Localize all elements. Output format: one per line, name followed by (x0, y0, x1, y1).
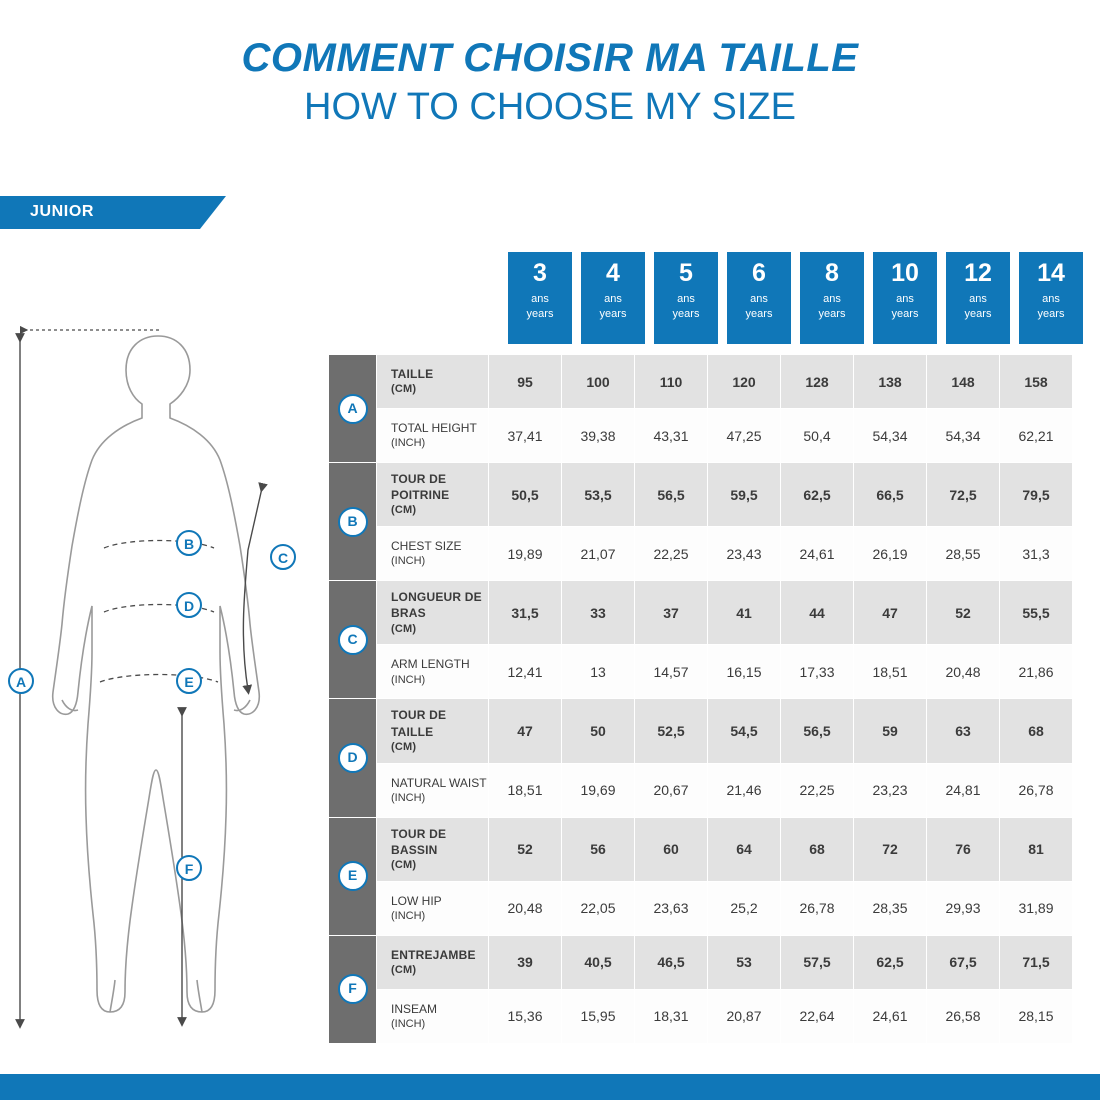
cell-value: 28,35 (854, 881, 927, 935)
cell-value: 20,48 (489, 881, 562, 935)
cell-value: 57,5 (781, 935, 854, 989)
cell-value: 13 (562, 645, 635, 699)
footer-bar (0, 1074, 1100, 1100)
table-row (329, 935, 1073, 989)
table-row (329, 817, 1073, 881)
age-unit-fr: ans (969, 293, 987, 306)
cell-value: 19,89 (489, 527, 562, 581)
cell-value: 31,3 (1000, 527, 1073, 581)
row-label-cm (377, 699, 489, 763)
cell-value: 46,5 (635, 935, 708, 989)
table-row (329, 355, 1073, 409)
row-label-fr: TOUR DE BASSIN (391, 826, 447, 857)
row-unit-inch: (INCH) (391, 555, 426, 568)
cell-value: 22,64 (781, 989, 854, 1043)
cell-value: 44 (781, 581, 854, 645)
cell-value: 33 (562, 581, 635, 645)
cell-value: 54,34 (927, 409, 1000, 463)
cell-value: 23,23 (854, 763, 927, 817)
table-row (329, 699, 1073, 763)
cell-value: 158 (1000, 355, 1073, 409)
age-number: 12 (964, 259, 992, 287)
body-diagram (0, 300, 330, 1040)
cell-value: 29,93 (927, 881, 1000, 935)
cell-value: 79,5 (1000, 463, 1073, 527)
cell-value: 120 (708, 355, 781, 409)
row-unit-cm: (CM) (391, 383, 417, 396)
row-label-cm (377, 817, 489, 881)
cell-value: 43,31 (635, 409, 708, 463)
age-unit-en: years (526, 308, 554, 321)
row-label-fr: TAILLE (391, 366, 434, 381)
cell-value: 18,51 (489, 763, 562, 817)
cell-value: 95 (489, 355, 562, 409)
table-row (329, 763, 1073, 817)
age-number: 10 (891, 259, 919, 287)
cell-value: 20,67 (635, 763, 708, 817)
junior-banner-label: JUNIOR (30, 203, 95, 220)
cell-value: 26,19 (854, 527, 927, 581)
measurement-letter-cell (329, 817, 377, 935)
row-label-en: LOW HIP (391, 893, 442, 908)
table-row (329, 409, 1073, 463)
measure-line-a (20, 330, 160, 1024)
figure-badge-b: B (176, 530, 202, 556)
age-column-header (1019, 252, 1083, 344)
row-unit-inch: (INCH) (391, 673, 426, 686)
age-number: 14 (1037, 259, 1065, 287)
letter-badge: F (338, 974, 368, 1004)
cell-value: 50 (562, 699, 635, 763)
table-row (329, 881, 1073, 935)
cell-value: 39,38 (562, 409, 635, 463)
cell-value: 54,5 (708, 699, 781, 763)
row-label-en: INSEAM (391, 1001, 438, 1016)
cell-value: 23,63 (635, 881, 708, 935)
table-row (329, 527, 1073, 581)
row-label-cm (377, 463, 489, 527)
cell-value: 128 (781, 355, 854, 409)
cell-value: 22,05 (562, 881, 635, 935)
cell-value: 52 (927, 581, 1000, 645)
cell-value: 17,33 (781, 645, 854, 699)
cell-value: 52 (489, 817, 562, 881)
cell-value: 71,5 (1000, 935, 1073, 989)
cell-value: 18,51 (854, 645, 927, 699)
cell-value: 68 (1000, 699, 1073, 763)
cell-value: 76 (927, 817, 1000, 881)
title-english: HOW TO CHOOSE MY SIZE (304, 86, 796, 128)
cell-value: 21,86 (1000, 645, 1073, 699)
row-unit-cm: (CM) (391, 622, 417, 635)
letter-badge: A (338, 394, 368, 424)
cell-value: 56,5 (635, 463, 708, 527)
cell-value: 21,07 (562, 527, 635, 581)
cell-value: 62,21 (1000, 409, 1073, 463)
cell-value: 16,15 (708, 645, 781, 699)
letter-badge: B (338, 507, 368, 537)
figure-badge-e: E (176, 668, 202, 694)
row-unit-inch: (INCH) (391, 791, 426, 804)
row-unit-cm: (CM) (391, 964, 417, 977)
row-label-en: CHEST SIZE (391, 539, 462, 554)
cell-value: 62,5 (781, 463, 854, 527)
cell-value: 62,5 (854, 935, 927, 989)
cell-value: 52,5 (635, 699, 708, 763)
age-column-header (508, 252, 572, 344)
measurement-letter-cell (329, 581, 377, 699)
body-figure-svg (0, 300, 330, 1040)
cell-value: 26,78 (1000, 763, 1073, 817)
age-number: 4 (606, 259, 620, 287)
cell-value: 67,5 (927, 935, 1000, 989)
cell-value: 110 (635, 355, 708, 409)
cell-value: 28,55 (927, 527, 1000, 581)
title-french: COMMENT CHOISIR MA TAILLE (241, 36, 859, 80)
row-label-fr: ENTREJAMBE (391, 947, 476, 962)
age-unit-fr: ans (531, 293, 549, 306)
cell-value: 23,43 (708, 527, 781, 581)
figure-badge-d: D (176, 592, 202, 618)
age-unit-en: years (818, 308, 846, 321)
cell-value: 59 (854, 699, 927, 763)
age-number: 3 (533, 259, 547, 287)
cell-value: 40,5 (562, 935, 635, 989)
table-row (329, 989, 1073, 1043)
cell-value: 18,31 (635, 989, 708, 1043)
cell-value: 24,61 (781, 527, 854, 581)
row-label-cm (377, 935, 489, 989)
age-unit-fr: ans (604, 293, 622, 306)
cell-value: 50,4 (781, 409, 854, 463)
age-unit-en: years (891, 308, 919, 321)
age-unit-fr: ans (1042, 293, 1060, 306)
measurement-letter-cell (329, 355, 377, 463)
row-label-fr: TOUR DE POITRINE (391, 472, 450, 503)
age-unit-en: years (599, 308, 627, 321)
age-number: 8 (825, 259, 839, 287)
cell-value: 31,5 (489, 581, 562, 645)
age-unit-fr: ans (677, 293, 695, 306)
row-unit-inch: (INCH) (391, 1018, 426, 1031)
cell-value: 53 (708, 935, 781, 989)
cell-value: 47 (854, 581, 927, 645)
cell-value: 28,15 (1000, 989, 1073, 1043)
row-label-cm (377, 355, 489, 409)
cell-value: 21,46 (708, 763, 781, 817)
cell-value: 53,5 (562, 463, 635, 527)
cell-value: 19,69 (562, 763, 635, 817)
table-row (329, 581, 1073, 645)
row-unit-cm: (CM) (391, 859, 417, 872)
cell-value: 39 (489, 935, 562, 989)
row-label-inch (377, 645, 489, 699)
cell-value: 54,34 (854, 409, 927, 463)
cell-value: 47 (489, 699, 562, 763)
row-label-inch (377, 409, 489, 463)
row-label-en: NATURAL WAIST (391, 775, 487, 790)
figure-badge-a: A (8, 668, 34, 694)
figure-badge-c: C (270, 544, 296, 570)
size-table (328, 354, 1073, 1044)
cell-value: 26,58 (927, 989, 1000, 1043)
cell-value: 100 (562, 355, 635, 409)
cell-value: 72,5 (927, 463, 1000, 527)
cell-value: 63 (927, 699, 1000, 763)
age-number: 6 (752, 259, 766, 287)
measurement-letter-cell (329, 463, 377, 581)
cell-value: 14,57 (635, 645, 708, 699)
row-unit-cm: (CM) (391, 504, 417, 517)
cell-value: 41 (708, 581, 781, 645)
cell-value: 56 (562, 817, 635, 881)
cell-value: 47,25 (708, 409, 781, 463)
row-unit-inch: (INCH) (391, 910, 426, 923)
measurement-letter-cell (329, 935, 377, 1043)
letter-badge: D (338, 743, 368, 773)
age-unit-fr: ans (750, 293, 768, 306)
age-column-header (581, 252, 645, 344)
age-unit-en: years (745, 308, 773, 321)
cell-value: 60 (635, 817, 708, 881)
age-unit-en: years (1037, 308, 1065, 321)
row-label-inch (377, 989, 489, 1043)
row-label-cm (377, 581, 489, 645)
age-column-header (946, 252, 1010, 344)
cell-value: 20,48 (927, 645, 1000, 699)
cell-value: 31,89 (1000, 881, 1073, 935)
row-label-fr: TOUR DE TAILLE (391, 708, 447, 739)
row-label-inch (377, 763, 489, 817)
cell-value: 72 (854, 817, 927, 881)
cell-value: 22,25 (635, 527, 708, 581)
cell-value: 81 (1000, 817, 1073, 881)
cell-value: 15,95 (562, 989, 635, 1043)
measurement-letter-cell (329, 699, 377, 817)
cell-value: 148 (927, 355, 1000, 409)
cell-value: 68 (781, 817, 854, 881)
letter-badge: C (338, 625, 368, 655)
cell-value: 56,5 (781, 699, 854, 763)
cell-value: 59,5 (708, 463, 781, 527)
age-column-header (800, 252, 864, 344)
figure-badge-f: F (176, 855, 202, 881)
age-unit-fr: ans (896, 293, 914, 306)
cell-value: 64 (708, 817, 781, 881)
cell-value: 37 (635, 581, 708, 645)
table-row (329, 463, 1073, 527)
age-unit-en: years (672, 308, 700, 321)
row-unit-cm: (CM) (391, 740, 417, 753)
table-row (329, 645, 1073, 699)
age-number: 5 (679, 259, 693, 287)
cell-value: 20,87 (708, 989, 781, 1043)
row-label-fr: LONGUEUR DE BRAS (391, 590, 482, 621)
row-label-en: ARM LENGTH (391, 657, 470, 672)
letter-badge: E (338, 861, 368, 891)
cell-value: 25,2 (708, 881, 781, 935)
cell-value: 37,41 (489, 409, 562, 463)
cell-value: 15,36 (489, 989, 562, 1043)
age-column-header (654, 252, 718, 344)
age-column-header (727, 252, 791, 344)
cell-value: 138 (854, 355, 927, 409)
age-unit-en: years (964, 308, 992, 321)
age-header-row (508, 252, 1083, 344)
cell-value: 55,5 (1000, 581, 1073, 645)
cell-value: 26,78 (781, 881, 854, 935)
row-label-en: TOTAL HEIGHT (391, 420, 477, 435)
page-title (0, 36, 1100, 132)
cell-value: 24,81 (927, 763, 1000, 817)
cell-value: 66,5 (854, 463, 927, 527)
row-unit-inch: (INCH) (391, 437, 426, 450)
cell-value: 12,41 (489, 645, 562, 699)
cell-value: 24,61 (854, 989, 927, 1043)
row-label-inch (377, 527, 489, 581)
cell-value: 50,5 (489, 463, 562, 527)
row-label-inch (377, 881, 489, 935)
junior-banner-arrow (200, 196, 226, 229)
age-unit-fr: ans (823, 293, 841, 306)
cell-value: 22,25 (781, 763, 854, 817)
age-column-header (873, 252, 937, 344)
